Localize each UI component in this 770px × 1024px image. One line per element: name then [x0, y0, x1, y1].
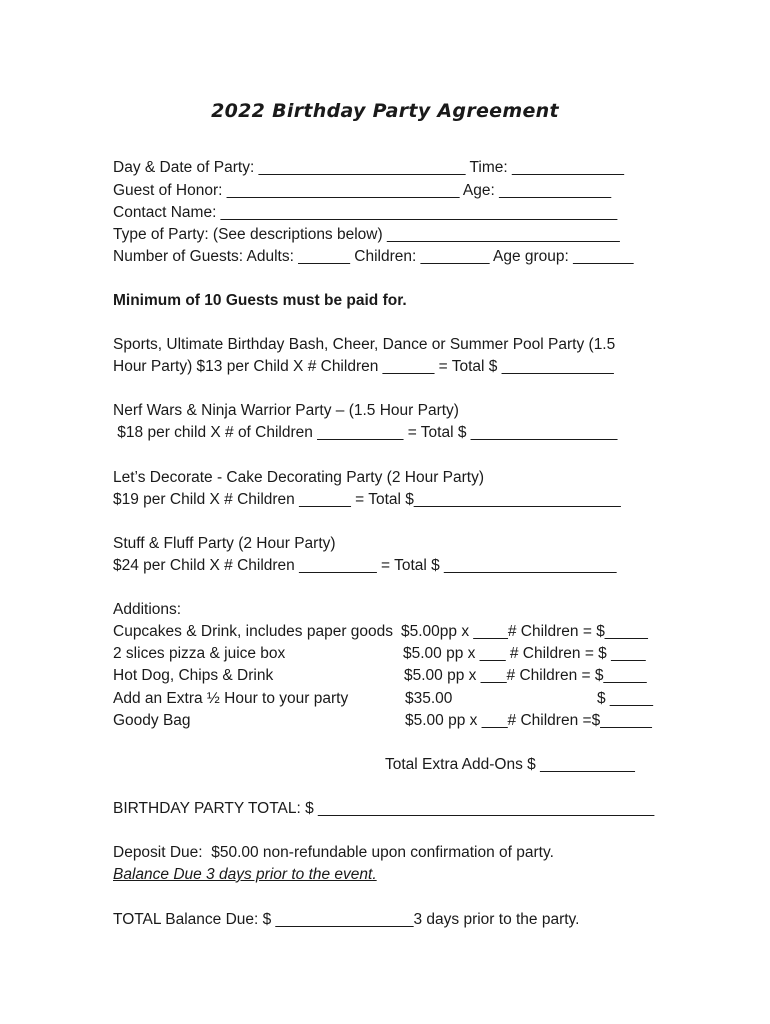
addition-item: Hot Dog, Chips & Drink: [113, 667, 274, 684]
addition-item: Cupcakes & Drink, includes paper goods: [113, 623, 394, 640]
addition-item: Goody Bag: [113, 712, 191, 729]
addition-price[interactable]: $5.00 pp x ___# Children =$______: [405, 712, 652, 729]
minimum-guests-note: Minimum of 10 Guests must be paid for.: [113, 292, 407, 309]
total-balance-due[interactable]: TOTAL Balance Due: $ ________________3 days prior to the party.: [113, 911, 580, 928]
addition-price[interactable]: $5.00 pp x ___# Children = $_____: [404, 667, 647, 684]
party-date-time-field[interactable]: Day & Date of Party: ________________________ Time: _____________: [113, 159, 625, 176]
package-sports-line1: Sports, Ultimate Birthday Bash, Cheer, Dance or Summer Pool Party (1.5: [113, 336, 616, 353]
total-extra-addons[interactable]: Total Extra Add-Ons $ ___________: [385, 756, 635, 773]
deposit-note: Deposit Due: $50.00 non-refundable upon confirmation of party.: [113, 844, 554, 861]
birthday-party-total[interactable]: BIRTHDAY PARTY TOTAL: $ _______________________________________: [113, 800, 655, 817]
addition-item: 2 slices pizza & juice box: [113, 645, 286, 662]
number-of-guests-field[interactable]: Number of Guests: Adults: ______ Children: ________ Age group: _______: [113, 248, 634, 265]
addition-price[interactable]: $5.00pp x ____# Children = $_____: [401, 623, 648, 640]
package-stuff-fluff-line2[interactable]: $24 per Child X # Children _________ = Total $ ____________________: [113, 557, 617, 574]
package-nerf-line2[interactable]: $18 per child X # of Children __________ = Total $ _________________: [113, 424, 618, 441]
addition-total[interactable]: $ _____: [597, 690, 654, 707]
package-cake-line2[interactable]: $19 per Child X # Children ______ = Total $________________________: [113, 491, 621, 508]
package-cake-line1: Let’s Decorate - Cake Decorating Party (2 Hour Party): [113, 469, 485, 486]
guest-of-honor-field[interactable]: Guest of Honor: ___________________________ Age: _____________: [113, 182, 612, 199]
addition-item: Add an Extra ½ Hour to your party: [113, 690, 349, 707]
balance-due-note: Balance Due 3 days prior to the event.: [113, 866, 377, 883]
party-type-field[interactable]: Type of Party: (See descriptions below) ___________________________: [113, 226, 620, 243]
package-nerf-line1: Nerf Wars & Ninja Warrior Party – (1.5 Hour Party): [113, 402, 459, 419]
addition-price: $35.00: [405, 690, 453, 707]
package-sports-line2[interactable]: Hour Party) $13 per Child X # Children ______ = Total $ _____________: [113, 358, 614, 375]
addition-price[interactable]: $5.00 pp x ___ # Children = $ ____: [403, 645, 646, 662]
package-stuff-fluff-line1: Stuff & Fluff Party (2 Hour Party): [113, 535, 336, 552]
page-title: 2022 Birthday Party Agreement: [211, 100, 559, 122]
contact-name-field[interactable]: Contact Name: ______________________________________________: [113, 204, 618, 221]
additions-heading: Additions:: [113, 601, 182, 618]
